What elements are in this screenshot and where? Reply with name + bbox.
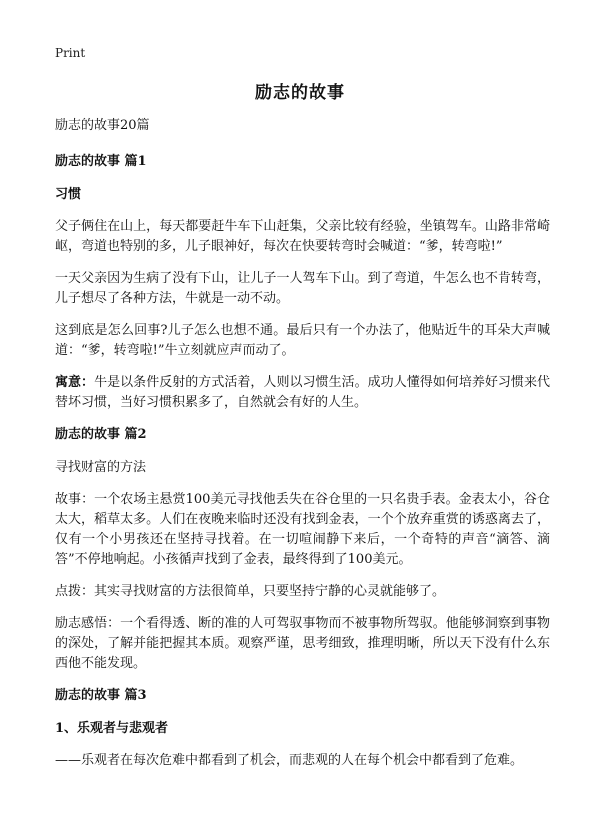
moral-label: 寓意： bbox=[55, 375, 95, 390]
print-label: Print bbox=[55, 46, 86, 60]
section-3-heading: 励志的故事 篇3 bbox=[55, 688, 147, 703]
section-2-paragraph-1: 故事：一个农场主悬赏100美元寻找他丢失在谷仓里的一只名贵手表。金表太小，谷仓太大，稻草太多。人们在夜晚来临时还没有找到金表，一个个放弃重赏的诱惑离去了，仅有一个小男孩还在坚持寻找着。在一切喧闹静下来后，一个奇特的声音“滴答、滴答”不停地响起。小孩循声找到了金表，最终得到了100美元。 bbox=[55, 492, 550, 567]
section-1-paragraph-1: 父子俩住在山上，每天都要赶牛车下山赶集，父亲比较有经验，坐镇驾车。山路非常崎岖，弯道也特别的多，儿子眼神好，每次在快要转弯时会喊道：“爹，转弯啦!” bbox=[55, 219, 550, 254]
section-3-subheading: 1、乐观者与悲观者 bbox=[55, 721, 169, 736]
section-2-paragraph-2: 点拨：其实寻找财富的方法很简单，只要坚持宁静的心灵就能够了。 bbox=[55, 584, 446, 599]
moral-text: 牛是以条件反射的方式活着，人则以习惯生活。成功人懂得如何培养好习惯来代替坏习惯，当好习惯积累多了，自然就会有好的人生。 bbox=[55, 375, 550, 410]
document-body bbox=[55, 116, 550, 783]
section-1-heading: 励志的故事 篇1 bbox=[55, 154, 147, 169]
section-2-subheading: 寻找财富的方法 bbox=[55, 460, 147, 475]
document-subtitle: 励志的故事20篇 bbox=[55, 118, 150, 133]
section-2-paragraph-3: 励志感悟：一个看得透、断的准的人可驾驭事物而不被事物所驾驭。他能够洞察到事物的深处，了解并能把握其本质。观察严谨，思考细致，推理明晰，所以天下没有什么东西他不能发现。 bbox=[55, 616, 550, 671]
section-1-paragraph-3: 这到底是怎么回事?儿子怎么也想不通。最后只有一个办法了，他贴近牛的耳朵大声喊道：“爹，转弯啦!”牛立刻就应声而动了。 bbox=[55, 323, 550, 358]
section-1-paragraph-2: 一天父亲因为生病了没有下山，让儿子一人驾车下山。到了弯道，牛怎么也不肯转弯，儿子想尽了各种方法，牛就是一动不动。 bbox=[55, 271, 550, 306]
section-3-paragraph-1: ——乐观者在每次危难中都看到了机会，而悲观的人在每个机会中都看到了危难。 bbox=[55, 753, 524, 768]
page-title: 励志的故事 bbox=[255, 83, 345, 103]
section-1-moral bbox=[55, 373, 550, 413]
section-2-heading: 励志的故事 篇2 bbox=[55, 427, 147, 442]
section-1-subheading: 习惯 bbox=[55, 187, 82, 202]
